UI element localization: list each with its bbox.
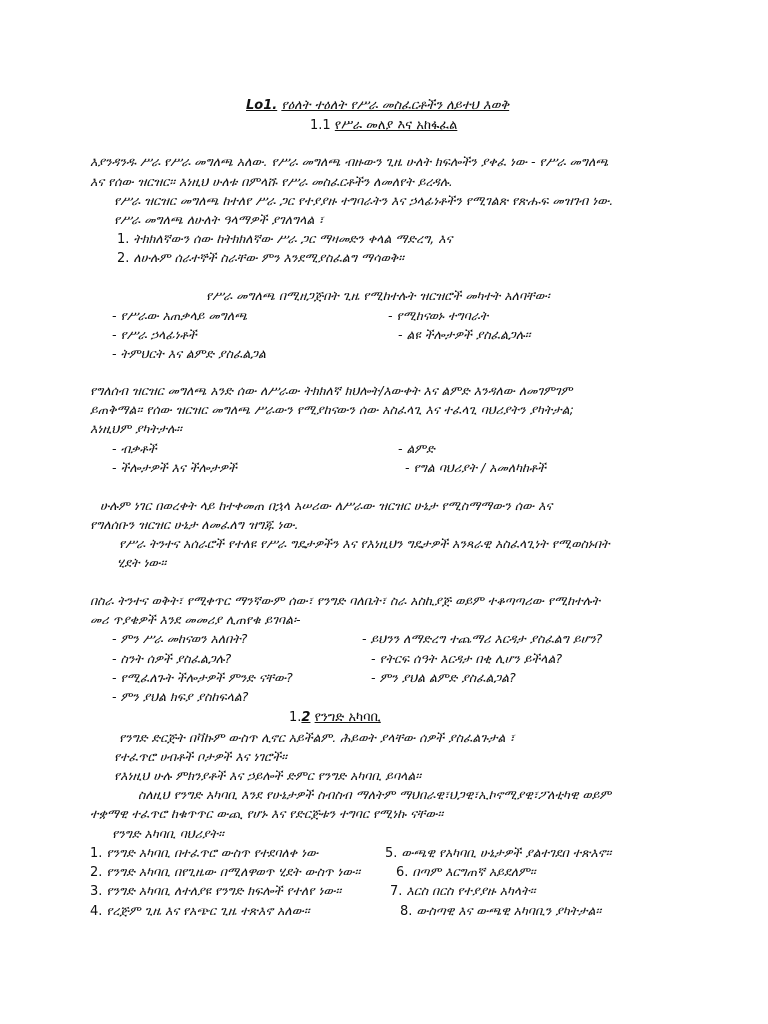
list-number: 5. [385,846,398,861]
paragraph-line: የንግድ ድርጅት በቫኩም ውስጥ ሊኖር አይችልም. ሕይወት ያላቸው ሰዎች ያስፈልጉታል ፣ [119,730,515,745]
contents-intro: የሥራ መግለጫ በሚዘጋጅበት ጊዜ የሚከተሉት ዝርዝሮች መካተት አለባቸው፡ [206,288,550,303]
list-item: - የግል ባህሪያት / አመለካከቶች [405,460,546,475]
question-item: - ስንት ሰዎች ያስፈልጋሉ? [112,651,232,666]
section-title: የሥራ መለያ እና አከፋፈል [334,118,458,133]
list-item: - ልምድ [398,441,435,456]
list-item [117,231,452,248]
list-item: - ችሎታዎች እና ችሎታዎች [112,460,237,475]
paragraph-line: ሁሉም ነገር በወረቀት ላይ ከተቀመጠ በኋላ አሠሪው ለሥራው ዝርዝር ሁኔታ የሚስማማውን ሰው እና [100,498,553,513]
list-text: የረጅም ጊዜ እና የአጭር ጊዜ ተጽእኖ አለው። [106,903,310,918]
list-number: 2. [90,865,103,880]
lesson-heading [246,98,509,114]
feature-item [90,903,310,920]
paragraph-line: የግለሰቡን ዝርዝር ሁኔታ ለመፈለግ ዝግጁ ነው. [90,517,299,532]
question-item: - የትርፍ ሰዓት እርዳታ በቂ ሊሆን ይችላል? [371,651,563,666]
section-number-major: 1. [289,710,302,725]
paragraph-line: የሥራ ዝርዝር መግለጫ ከተለየ ሥራ ጋር የተያያዙ ተግባራትን እና ኃላፊነቶችን የሚገልጽ የጽሑፍ መዝገብ ነው. [114,193,614,208]
section-number-minor: 2 [301,710,311,725]
list-item: - የሥራው አጠቃላይ መግለጫ [112,308,248,323]
paragraph-line: እነዚህም ያካትታሉ። [90,421,182,436]
list-number: 4. [90,904,103,919]
question-item: - ምን ያህል ልምድ ያስፈልጋል? [371,670,516,685]
feature-item [90,845,318,862]
list-text: በጣም እርግጠኛ አይደለም። [412,864,536,879]
question-item: - ይህንን ለማድረግ ተጨማሪ እርዳታ ያስፈልግ ይሆን? [362,631,603,646]
paragraph-line: ስለዚህ የንግድ አካባቢ እንደ የሁኔታዎች ስብስብ ማለትም ማህበራዊ፣ህጋዊ፣ኢኮኖሚያዊ፣ፖለቲካዊ ወይም [138,787,612,802]
list-item: - የሥራ ኃላፊነቶች [112,327,197,342]
list-text: ውጫዊ የአካባቢ ሁኔታዎች ያልተገደበ ተጽእኖ። [401,845,612,860]
paragraph-line: መሪ ጥያቄዎች እንደ መመሪያ ሊጠየቁ ይገባል፡- [90,612,301,627]
paragraph-line: እያንዳንዱ ሥራ የሥራ መግለጫ አለው. የሥራ መግለጫ ብዙውን ጊዜ ሁለት ክፍሎችን ያቀፈ ነው - የሥራ መግለጫ [90,154,609,169]
list-text: ትክክለኛውን ሰው ከትክክለኛው ሥራ ጋር ማዛመድን ቀላል ማድረግ, እና [133,231,453,246]
paragraph-line: ይጠቅማል። የሰው ዝርዝር መግለጫ ሥራውን የሚያከናውን ሰው አስፈላጊ እና ተፈላጊ ባህሪያትን ያካትታል; [90,402,574,417]
list-item [117,250,404,267]
list-number: 3. [90,884,103,899]
list-number: 7. [390,884,403,899]
paragraph-line: ተቋማዊ ተፈጥሮ ከቁጥጥር ውጪ የሆኑ እና የድርጅቱን ተግባር የሚነኩ ናቸው። [90,806,444,821]
question-item: - ምን ሥራ መከናወን አለበት? [112,631,248,646]
list-number: 8. [400,904,413,919]
paragraph-line: የእነዚህ ሁሉ ምክንያቶች እና ኃይሎች ድምር የንግድ አካባቢ ይባላል። [114,768,422,783]
list-text: የንግድ አካባቢ ለተለያዩ የንግድ ክፍሎች የተለየ ነው። [106,883,342,898]
paragraph-line: የሥራ መግለጫ ለሁለት ዓላማዎች ያገለግላል ፣ [114,212,324,227]
feature-item [400,903,601,920]
feature-item [90,883,341,900]
paragraph-line: በስራ ትንተና ወቅት፣ የሚቀጥር ማንኛውም ሰው፣ የንግድ ባለቤት፣ ስራ አስኪያጅ ወይም ተቆጣጣሪው የሚከተሉት [90,593,601,608]
paragraph-line: ሂደት ነው። [117,555,167,570]
list-item: - ብቃቶች [112,441,157,456]
lesson-title: የዕለት ተዕለት የሥራ መስፈርቶችን ለይተህ እወቅ [281,98,510,113]
question-item: - የሚፈለጉት ችሎታዎች ምንድ ናቸው? [112,670,293,685]
feature-item [396,864,536,881]
list-text: ለሁሉም ሰራተኞች ስራቸው ምን እንደሚያስፈልግ ማሳወቅ። [133,250,404,265]
list-number: 1. [90,846,103,861]
section-heading-1 [310,118,457,134]
list-text: የንግድ አካባቢ በየጊዜው በሚለዋወጥ ሂደት ውስጥ ነው። [106,864,361,879]
section-title: የንግድ አካባቢ [314,710,381,725]
list-number: 6. [396,865,409,880]
list-number: 1. [117,232,130,247]
paragraph-line: እና የሰው ዝርዝር። እነዚህ ሁለቱ በምላሹ የሥራ መስፈርቶችን ለመለየት ይረዳሉ. [90,174,453,189]
question-item: - ምን ያህል ክፍያ ያስከፍላል? [112,689,249,704]
section-heading-2 [289,710,381,726]
list-item: - የሚከናወኑ ተግባራት [388,308,489,323]
list-text: የንግድ አካባቢ በተፈጥሮ ውስጥ የተደባለቀ ነው [106,845,319,860]
feature-item [385,845,611,862]
paragraph-line: የንግድ አካባቢ ባህሪያት። [112,826,224,841]
list-item: - ትምህርት እና ልምድ ያስፈልጋል [112,346,266,361]
paragraph-line: የግለሰብ ዝርዝር መግለጫ አንድ ሰው ለሥራው ትክክለኛ ክህሎት/እውቀት እና ልምድ እንዳለው ለመገምገም [90,383,573,398]
feature-item [90,864,360,881]
section-number: 1.1 [310,118,331,133]
paragraph-line: የተፈጥሮ ሀብቶች ቦታዎች እና ነገሮች። [114,749,287,764]
list-text: እርስ በርስ የተያያዙ አካላት። [406,883,536,898]
list-item: - ልዩ ችሎታዎች ያስፈልጋሉ። [398,327,531,342]
list-number: 2. [117,251,130,266]
list-text: ውስጣዊ እና ውጫዊ አካባቢን ያካትታል። [416,903,602,918]
paragraph-line: የሥራ ትንተና አሰራሮች የተለዩ የሥራ ግዴታዎችን እና የእነዚህን ግዴታዎች አንጻራዊ አስፈላጊነት የሚወስኑበት [119,536,610,551]
lesson-code: Lo1. [246,98,278,113]
feature-item [390,883,535,900]
